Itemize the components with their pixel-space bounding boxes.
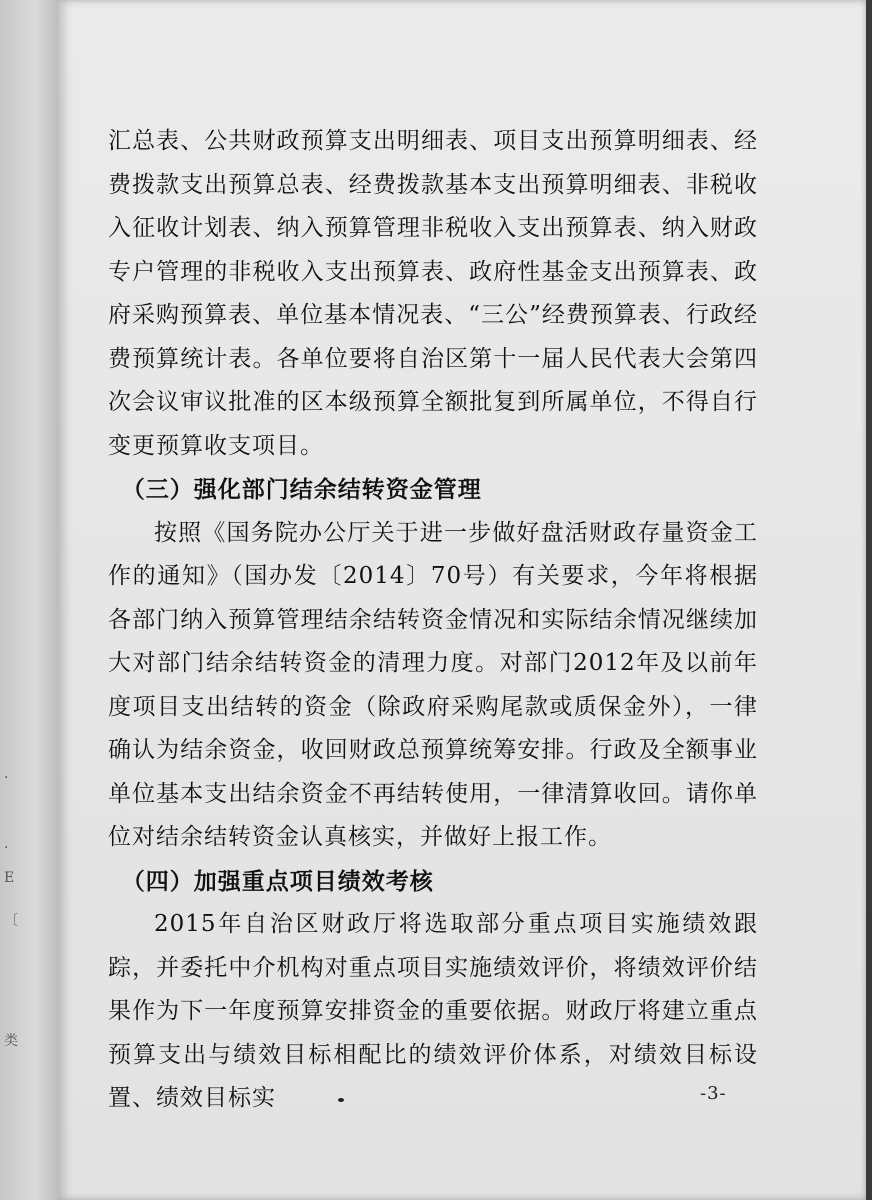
margin-mark: · [4,840,9,856]
section-heading-3: （三）强化部门结余结转资金管理 [121,476,482,503]
margin-mark: E [4,870,15,886]
margin-mark: · [4,770,9,786]
page-number: -3- [700,1083,727,1104]
left-binding-strip [0,0,58,1200]
margin-mark: 〔 [4,913,18,929]
paragraph-continued: 汇总表、公共财政预算支出明细表、项目支出预算明细表、经费拨款支出预算总表、经费拨款基本支出预算明细表、非税收入征收计划表、纳入预算管理非税收入支出预算表、纳入财政专户管理的非税收入支出预算表、政府性基金支出预算表、政府采购预算表、单位基本情况表、“三公”经费预算表、行政经费预算统计表。各单位要将自治区第十一届人民代表大会第四次会议审议批准的区本级预算全额批复到所属单位，不得自行变更预算收支项目。 [108,128,758,459]
page-edge-shadow [866,0,872,1200]
paragraph-section-3: 按照《国务院办公厅关于进一步做好盘活财政存量资金工作的通知》（国办发〔2014〕70号）有关要求，今年将根据各部门纳入预算管理结余结转资金情况和实际结余情况继续加大对部门结余结转资金的清理力度。对部门2012年及以前年度项目支出结转的资金（除政府采购尾款或质保金外），一律确认为结余资金，收回财政总预算统筹安排。行政及全额事业单位基本支出结余资金不再结转使用，一律清算收回。请你单位对结余结转资金认真核实，并做好上报工作。 [108,519,758,850]
paragraph-section-4: 2015年自治区财政厅将选取部分重点项目实施绩效跟踪，并委托中介机构对重点项目实施绩效评价，将绩效评价结果作为下一年度预算安排资金的重要依据。财政厅将建立重点预算支出与绩效目标相配比的绩效评价体系，对绩效目标设置、绩效目标实 [108,911,758,1111]
section-heading-4: （四）加强重点项目绩效考核 [121,867,434,895]
document-body [108,120,758,1121]
margin-mark: 类 [4,1033,18,1049]
ink-speck [338,1098,344,1102]
